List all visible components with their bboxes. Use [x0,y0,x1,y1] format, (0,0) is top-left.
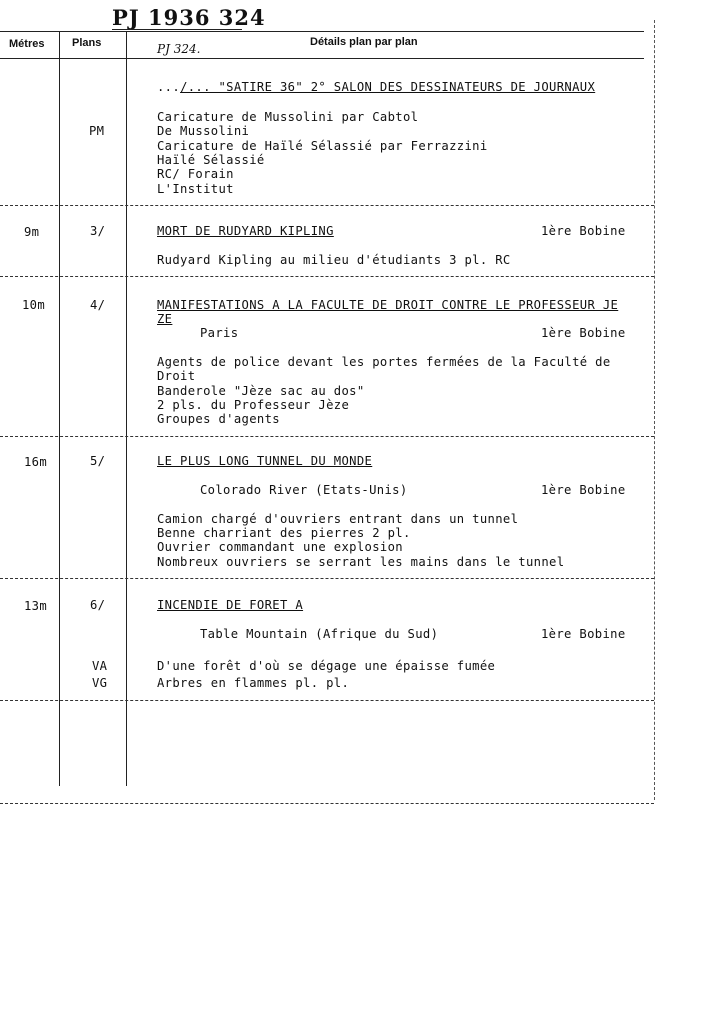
plan-marker: VA [92,659,108,673]
reference-underline [112,29,242,30]
column-divider-right [126,31,127,786]
detail-line: Benne charriant des pierres 2 pl. [157,526,411,540]
section-title: INCENDIE DE FORET A [157,598,304,612]
section-title: MANIFESTATIONS A LA FACULTE DE DROIT CONTRE LE PROFESSEUR JE [157,298,619,312]
section-bobine: 1ère Bobine [541,483,626,497]
handwritten-small-reference: PJ 324. [157,42,201,56]
section-metres: 16m [24,455,48,469]
detail-line: D'une forêt d'où se dégage une épaisse fumée [157,659,496,673]
detail-line: Caricature de Mussolini par Cabtol [157,110,419,124]
column-header-details: Détails plan par plan [310,36,418,48]
detail-line: Caricature de Haïlé Sélassié par Ferrazzini [157,139,488,153]
detail-line: Droit [157,369,196,383]
section-divider [0,578,654,579]
detail-line: Banderole "Jèze sac au dos" [157,384,365,398]
section-title: .../... "SATIRE 36" 2° SALON DES DESSINATEURS DE JOURNAUX [157,80,596,94]
detail-line: De Mussolini [157,124,250,138]
detail-line: Arbres en flammes pl. pl. [157,676,350,690]
detail-line: RC/ Forain [157,167,234,181]
section-metres: 9m [24,225,40,239]
section-divider [0,436,654,437]
section-bobine: 1ère Bobine [541,224,626,238]
section-plan-number: 4/ [90,298,106,312]
plan-marker: VG [92,676,108,690]
right-margin-line [654,20,655,800]
section-location: Paris [200,326,239,340]
column-header-metres: Métres [9,38,45,50]
section-divider [0,700,654,701]
section-bobine: 1ère Bobine [541,627,626,641]
section-plan-number: 6/ [90,598,106,612]
detail-line: Haïlé Sélassié [157,153,265,167]
header-top-rule [0,31,644,32]
section-title-continuation: ZE [157,312,173,326]
handwritten-reference: PJ 1936 324 [112,5,266,30]
page-bottom-rule [0,803,654,804]
section-metres: 10m [22,298,46,312]
detail-line: L'Institut [157,182,234,196]
section-metres: 13m [24,599,48,613]
detail-line: Rudyard Kipling au milieu d'étudiants 3 pl. RC [157,253,511,267]
column-divider-left [59,31,60,786]
column-header-plans: Plans [72,37,102,49]
section-divider [0,205,654,206]
section-plan-number: 3/ [90,224,106,238]
plan-marker: PM [89,124,105,138]
detail-line: Camion chargé d'ouvriers entrant dans un tunnel [157,512,519,526]
section-title: MORT DE RUDYARD KIPLING [157,224,334,238]
detail-line: 2 pls. du Professeur Jèze [157,398,350,412]
section-plan-number: 5/ [90,454,106,468]
section-divider [0,276,654,277]
detail-line: Agents de police devant les portes fermées de la Faculté de [157,355,611,369]
section-location: Colorado River (Etats-Unis) [200,483,408,497]
section-bobine: 1ère Bobine [541,326,626,340]
detail-line: Ouvrier commandant une explosion [157,540,403,554]
section-title: LE PLUS LONG TUNNEL DU MONDE [157,454,373,468]
detail-line: Nombreux ouvriers se serrant les mains dans le tunnel [157,555,565,569]
section-location: Table Mountain (Afrique du Sud) [200,627,439,641]
header-bottom-rule [0,58,644,59]
detail-line: Groupes d'agents [157,412,280,426]
